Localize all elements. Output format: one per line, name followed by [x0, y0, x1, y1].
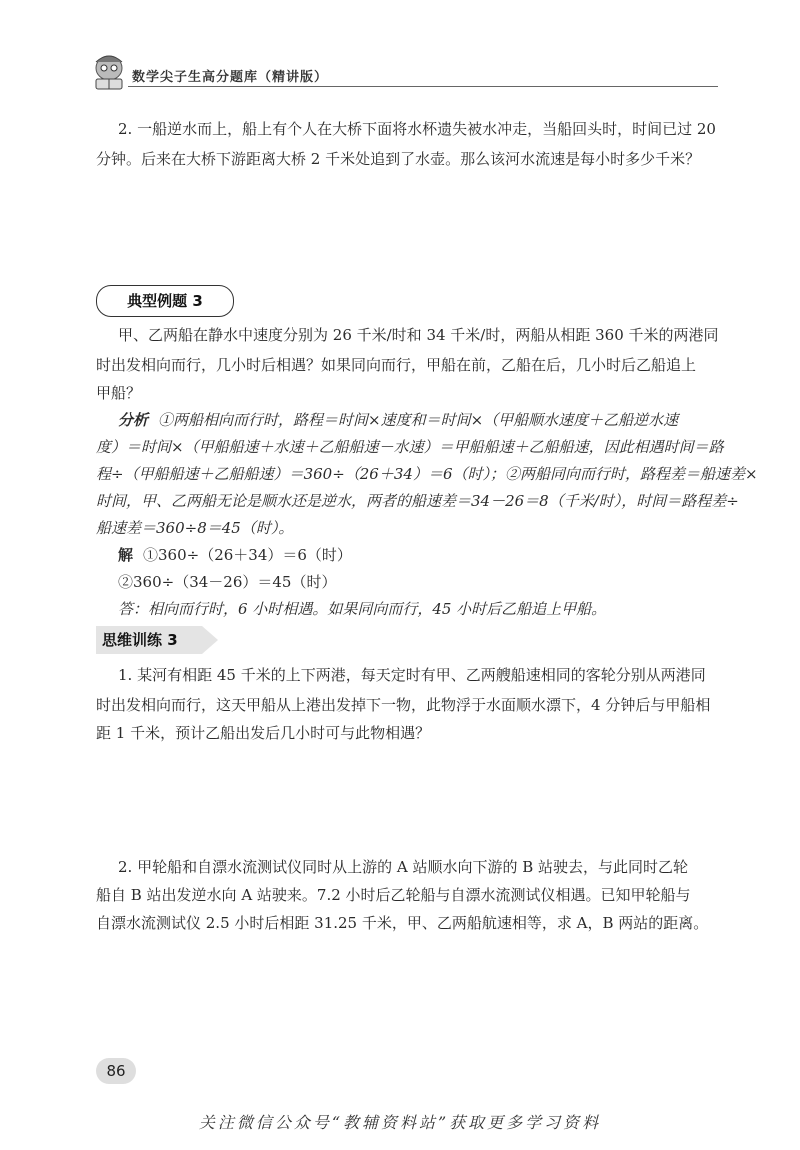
- header-title: 数学尖子生高分题库（精讲版）: [132, 70, 329, 85]
- solution-label: 解: [118, 546, 134, 564]
- training-q2-line-2: 船自 B 站出发逆水向 A 站驶来。7.2 小时后乙轮船与自漂水流测试仪相遇。已知甲轮船与: [96, 886, 691, 904]
- cartoon-student-reading-icon: [88, 52, 130, 94]
- training-q1-line-1: 1. 某河有相距 45 千米的上下两港，每天定时有甲、乙两艘船速相同的客轮分别从两港同: [118, 666, 706, 684]
- problem-2-line-1: 2. 一船逆水而上，船上有个人在大桥下面将水杯遗失被水冲走，当船回头时，时间已过 20: [118, 120, 716, 138]
- training-q2-line-1: 2. 甲轮船和自漂水流测试仪同时从上游的 A 站顺水向下游的 B 站驶去，与此同时乙轮: [118, 858, 689, 876]
- footer-note: 关注微信公众号“教辅资料站”获取更多学习资料: [198, 1113, 602, 1132]
- training-q2-line-3: 自漂水流测试仪 2.5 小时后相距 31.25 千米，甲、乙两船航速相等，求 A，B 两站的距离。: [96, 914, 709, 932]
- page-number: 86: [96, 1058, 136, 1084]
- example-badge: 典型例题 3: [96, 285, 234, 317]
- analysis-line-4: 时间，甲、乙两船无论是顺水还是逆水，两者的船速差＝34－26＝8（千米/时），时间＝路程差÷: [96, 492, 739, 510]
- training-tag: 思维训练 3: [96, 626, 202, 654]
- analysis-first: ①两船相向而行时，路程＝时间×速度和＝时间×（甲船顺水速度＋乙船逆水速: [158, 411, 679, 429]
- solution-step-2: ②360÷（34－26）＝45（时）: [118, 573, 337, 591]
- training-tag-arrow: [202, 626, 218, 654]
- solution-answer: 答：相向而行时，6 小时相遇。如果同向而行，45 小时后乙船追上甲船。: [118, 600, 607, 618]
- example-line-2: 时出发相向而行，几小时后相遇？如果同向而行，甲船在前，乙船在后，几小时后乙船追上: [96, 356, 697, 374]
- analysis-line-5: 船速差＝360÷8＝45（时）。: [96, 519, 294, 537]
- solution-step-1: ①360÷（26＋34）＝6（时）: [143, 546, 352, 564]
- example-line-3: 甲船？: [96, 384, 142, 402]
- analysis-line-2: 度）＝时间×（甲船船速＋水速＋乙船船速－水速）＝甲船船速＋乙船船速，因此相遇时间＝路: [96, 438, 724, 456]
- training-q1-line-2: 时出发相向而行，这天甲船从上港出发掉下一物，此物浮于水面顺水漂下，4 分钟后与甲船相: [96, 696, 711, 714]
- analysis-line-3: 程÷（甲船船速＋乙船船速）＝360÷（26＋34）＝6（时）；②两船同向而行时，路程差＝船速差×: [96, 465, 758, 483]
- header-divider: [128, 86, 718, 87]
- example-line-1: 甲、乙两船在静水中速度分别为 26 千米/时和 34 千米/时，两船从相距 360 千米的两港同: [118, 326, 719, 344]
- problem-2-line-2: 分钟。后来在大桥下游距离大桥 2 千米处追到了水壶。那么该河水流速是每小时多少千米？: [96, 150, 701, 168]
- training-q1-line-3: 距 1 千米，预计乙船出发后几小时可与此物相遇？: [96, 724, 431, 742]
- analysis-line-1: [118, 405, 678, 435]
- analysis-label: 分析: [118, 411, 149, 429]
- page-header: [88, 52, 718, 96]
- solution-line-1: [118, 540, 352, 570]
